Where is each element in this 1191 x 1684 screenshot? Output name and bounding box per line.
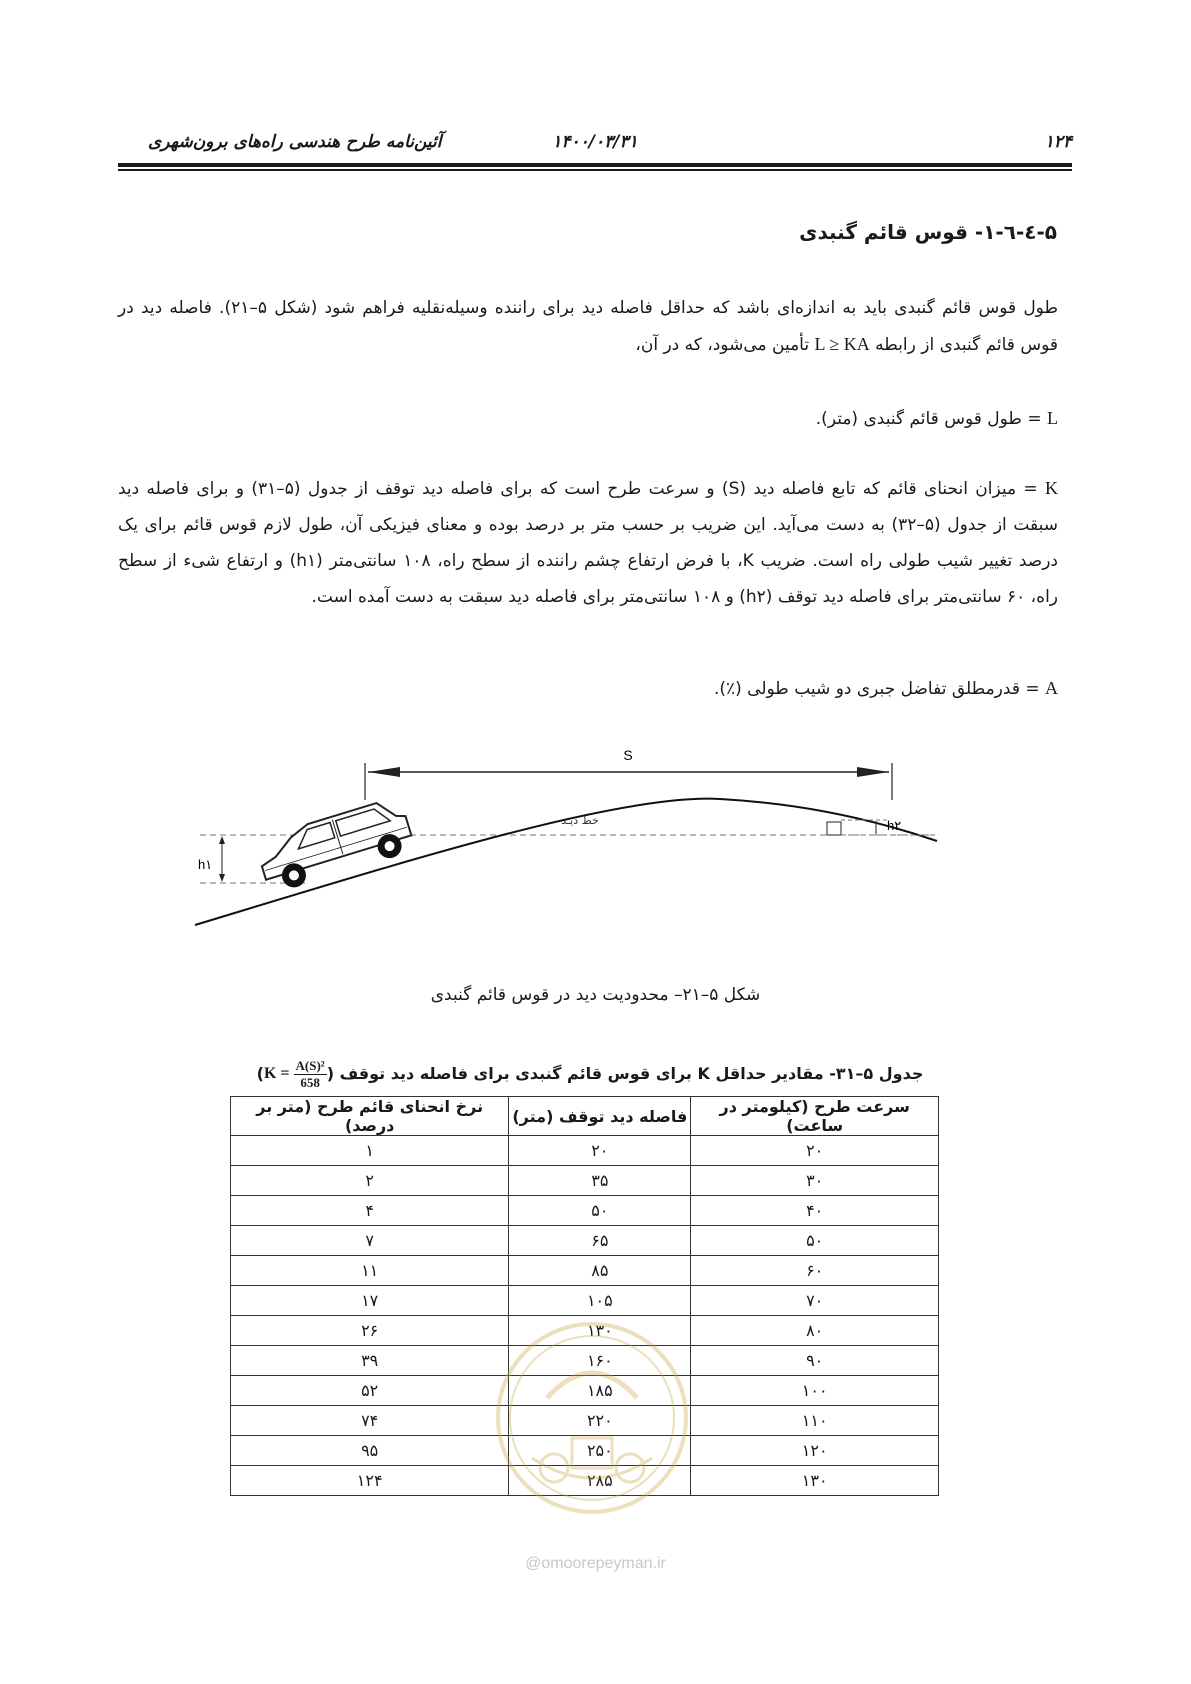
label-h1: h۱ bbox=[198, 857, 213, 872]
cell-k: ۲ bbox=[231, 1166, 509, 1196]
cell-distance: ۶۵ bbox=[509, 1226, 691, 1256]
header-date: ۱۴۰۰/۰۳/۳۱ bbox=[552, 132, 638, 152]
watermark-text: @omoorepeyman.ir bbox=[525, 1555, 666, 1572]
cell-speed: ۲۰ bbox=[691, 1136, 939, 1166]
label-s: S bbox=[623, 747, 633, 763]
cell-distance: ۲۲۰ bbox=[509, 1406, 691, 1436]
table-row bbox=[231, 1166, 939, 1196]
cell-k: ۴ bbox=[231, 1196, 509, 1226]
paragraph-intro-part1: طول قوس قائم گنبدی باید به اندازه‌ای باشد که حداقل فاصله دید برای راننده وسیله‌نقلیه فراهم شود (شکل ۵–۲۱). فاصله دید در قوس قائم گنبدی از رابطه bbox=[118, 298, 1058, 355]
cell-distance: ۳۵ bbox=[509, 1166, 691, 1196]
cell-distance: ۱۸۵ bbox=[509, 1376, 691, 1406]
cell-k: ۱۲۴ bbox=[231, 1466, 509, 1496]
definition-A-text: = قدرمطلق تفاضل جبری دو شیب طولی (٪). bbox=[713, 679, 1045, 699]
page-header bbox=[118, 128, 1072, 156]
symbol-K: K bbox=[1045, 478, 1059, 498]
table-row bbox=[231, 1196, 939, 1226]
definition-A bbox=[118, 670, 1058, 707]
cell-speed: ۵۰ bbox=[691, 1226, 939, 1256]
formula-lhs: K = bbox=[263, 1065, 290, 1083]
table-header-row bbox=[231, 1097, 939, 1136]
paragraph-intro bbox=[118, 290, 1058, 363]
table-row bbox=[231, 1256, 939, 1286]
cell-distance: ۱۳۰ bbox=[509, 1316, 691, 1346]
cell-k: ۱۷ bbox=[231, 1286, 509, 1316]
s-arrow-left bbox=[368, 767, 400, 777]
cell-speed: ۱۳۰ bbox=[691, 1466, 939, 1496]
cell-speed: ۴۰ bbox=[691, 1196, 939, 1226]
cell-speed: ۱۲۰ bbox=[691, 1436, 939, 1466]
label-line-of-sight: خط دیـد bbox=[561, 814, 599, 827]
cell-k: ۳۹ bbox=[231, 1346, 509, 1376]
watermark-seal-logo bbox=[492, 1318, 692, 1518]
table-row bbox=[231, 1286, 939, 1316]
cell-speed: ۸۰ bbox=[691, 1316, 939, 1346]
table-caption bbox=[230, 1058, 950, 1091]
cell-k: ۵۲ bbox=[231, 1376, 509, 1406]
cell-k: ۲۶ bbox=[231, 1316, 509, 1346]
label-h2: h۲ bbox=[887, 818, 902, 833]
cell-distance: ۵۰ bbox=[509, 1196, 691, 1226]
cell-k: ۱۱ bbox=[231, 1256, 509, 1286]
cell-speed: ۷۰ bbox=[691, 1286, 939, 1316]
section-title: ۵-٤-٦-۱- قوس قائم گنبدی bbox=[799, 220, 1057, 244]
formula-fraction bbox=[294, 1058, 327, 1091]
cell-distance: ۲۰ bbox=[509, 1136, 691, 1166]
cell-speed: ۶۰ bbox=[691, 1256, 939, 1286]
cell-k: ۷۴ bbox=[231, 1406, 509, 1436]
table-row bbox=[231, 1226, 939, 1256]
definition-K bbox=[118, 470, 1058, 615]
cell-k: ۷ bbox=[231, 1226, 509, 1256]
page-number: ۱۲۴ bbox=[1044, 132, 1072, 152]
s-arrow-right bbox=[857, 767, 889, 777]
figure-caption: شکل ۵–۲۱– محدودیت دید در قوس قائم گنبدی bbox=[430, 985, 761, 1005]
inline-formula: L ≥ KA bbox=[814, 334, 870, 354]
cell-speed: ۳۰ bbox=[691, 1166, 939, 1196]
cell-k: ۱ bbox=[231, 1136, 509, 1166]
cell-distance: ۲۸۵ bbox=[509, 1466, 691, 1496]
header-rule-thin bbox=[118, 169, 1072, 171]
symbol-A: A bbox=[1045, 678, 1058, 698]
header-rule-thick bbox=[118, 163, 1072, 167]
cell-speed: ۱۰۰ bbox=[691, 1376, 939, 1406]
header-title: آئین‌نامه طرح هندسی راه‌های برون‌شهری bbox=[148, 132, 442, 152]
sight-distance-figure bbox=[200, 745, 1000, 945]
symbol-L: L bbox=[1047, 408, 1058, 428]
header-stopping-sight-distance: فاصله دید توقف (متر) bbox=[509, 1097, 691, 1136]
h1-arrow-top bbox=[219, 836, 225, 844]
cell-distance: ۱۶۰ bbox=[509, 1346, 691, 1376]
cell-distance: ۸۵ bbox=[509, 1256, 691, 1286]
cell-distance: ۲۵۰ bbox=[509, 1436, 691, 1466]
header-k-rate: نرخ انحنای قائم طرح (متر بر درصد) bbox=[231, 1097, 509, 1136]
cell-speed: ۹۰ bbox=[691, 1346, 939, 1376]
h1-arrow-bottom bbox=[219, 874, 225, 882]
definition-K-text: = میزان انحنای قائم که تابع فاصله دید (S) و سرعت طرح است که برای فاصله دید توقف از جدول (۵–۳۱) و برای فاصله دید سبقت از جدول (۵–۳۲) به دست می‌آید. این ضریب بر حسب متر بر درصد بوده و معنای فیزیکی آن، طول لازم قوس قائم برای یک درصد تغییر شیب طولی راه است. ضریب K، با فرض ارتفاع چشم راننده از سطح راه، ۱۰۸ سانتی‌متر (h۱) و ارتفاع شیء از سطح راه، ۶۰ سانتی‌متر برای فاصله دید توقف (h۲) و ۱۰۸ سانتی‌متر برای فاصله دید سبقت به دست آمده است. bbox=[118, 479, 1059, 607]
table-row bbox=[231, 1136, 939, 1166]
object-box bbox=[827, 822, 841, 835]
table-caption-text: جدول ۵–۳۱- مقادیر حداقل K برای قوس قائم گنبدی برای فاصله دید توقف ( bbox=[326, 1064, 924, 1083]
car-icon bbox=[254, 796, 416, 895]
table-caption-end: ) bbox=[256, 1064, 264, 1083]
cell-speed: ۱۱۰ bbox=[691, 1406, 939, 1436]
paragraph-intro-part2: تأمین می‌شود، که در آن، bbox=[635, 335, 815, 355]
table-caption-formula bbox=[264, 1058, 327, 1091]
definition-L-text: = طول قوس قائم گنبدی (متر). bbox=[815, 409, 1047, 429]
formula-denominator: 658 bbox=[300, 1075, 320, 1090]
formula-numerator: A(S)² bbox=[295, 1058, 325, 1073]
definition-L bbox=[118, 400, 1058, 437]
header-design-speed: سرعت طرح (کیلومتر در ساعت) bbox=[691, 1097, 939, 1136]
cell-distance: ۱۰۵ bbox=[509, 1286, 691, 1316]
cell-k: ۹۵ bbox=[231, 1436, 509, 1466]
